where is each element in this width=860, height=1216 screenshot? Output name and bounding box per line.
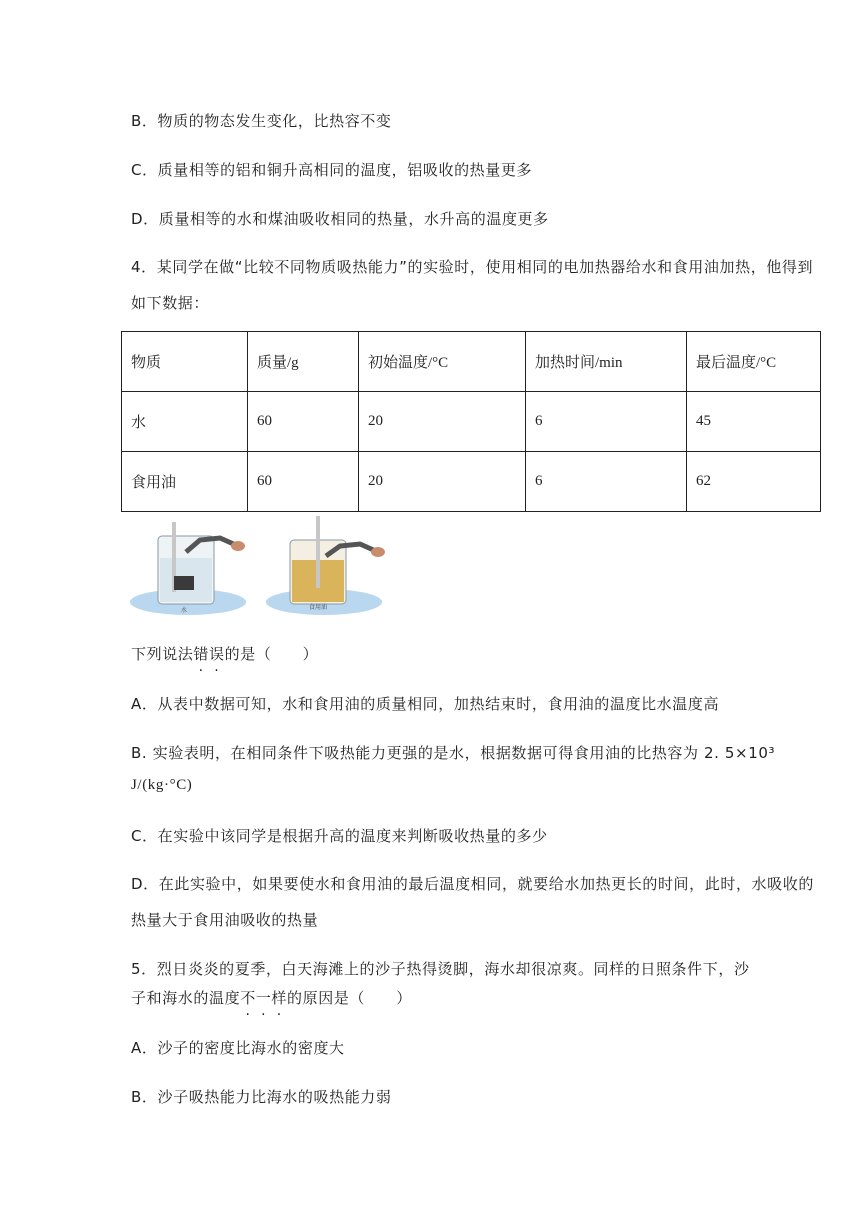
table-cell: 62 bbox=[687, 452, 821, 512]
table-header-cell: 最后温度/°C bbox=[687, 332, 821, 392]
question-5-stem: 5．烈日炎炎的夏季，白天海滩上的沙子热得烫脚，海水却很凉爽。同样的日照条件下，沙 bbox=[131, 960, 750, 978]
table-header-cell: 物质 bbox=[122, 332, 248, 392]
emphasis-char: 样 bbox=[271, 989, 288, 1007]
stem-text: 的原因是（ ） bbox=[287, 989, 412, 1007]
emphasis-char: 错 bbox=[193, 645, 210, 663]
table-cell: 60 bbox=[248, 392, 359, 452]
q5-option-a: A．沙子的密度比海水的密度大 bbox=[131, 1039, 345, 1057]
option-d-prev: D．质量相等的水和煤油吸收相同的热量，水升高的温度更多 bbox=[131, 210, 549, 228]
question-4-stem: 4．某同学在做“比较不同物质吸热能力”的实验时，使用相同的电加热器给水和食用油加热，他得到如下数据： bbox=[131, 258, 814, 312]
table-header-cell: 质量/g bbox=[248, 332, 359, 392]
table-cell: 20 bbox=[359, 392, 526, 452]
table-row bbox=[122, 452, 821, 512]
table-cell: 45 bbox=[687, 392, 821, 452]
table-cell: 6 bbox=[526, 392, 687, 452]
table-header-cell: 初始温度/°C bbox=[359, 332, 526, 392]
data-table bbox=[121, 331, 821, 512]
emphasis-char: 不 bbox=[240, 989, 256, 1007]
emphasis-char: 误 bbox=[209, 645, 225, 663]
question-5-stem-cont bbox=[131, 987, 412, 1008]
question-4-prompt bbox=[131, 643, 318, 664]
prompt-text: 的是（ ） bbox=[224, 645, 319, 663]
table-header-cell: 加热时间/min bbox=[526, 332, 687, 392]
q4-option-d: D．在此实验中，如果要使水和食用油的最后温度相同，就要给水加热更长的时间，此时，水吸收的热量大于食用油吸收的热量 bbox=[131, 875, 814, 929]
option-b-prev: B．物质的物态发生变化，比热容不变 bbox=[131, 112, 392, 130]
table-cell: 6 bbox=[526, 452, 687, 512]
table-header-row bbox=[122, 332, 821, 392]
table-row bbox=[122, 392, 821, 452]
experiment-figure bbox=[128, 516, 388, 616]
water-heater-plug bbox=[231, 541, 245, 551]
oil-label: 食用油 bbox=[308, 604, 328, 611]
q4-option-b: B. 实验表明，在相同条件下吸热能力更强的是水，根据数据可得食用油的比热容为 2. 5×10³ bbox=[131, 744, 776, 762]
table-cell: 水 bbox=[122, 392, 248, 452]
emphasis-char: 一 bbox=[255, 989, 272, 1007]
water-label: 水 bbox=[180, 607, 188, 614]
beakers-illustration bbox=[128, 516, 388, 616]
oil-heater-plug bbox=[371, 547, 385, 557]
q4-option-b-unit: J/(kg·°C) bbox=[131, 777, 193, 793]
table-cell: 20 bbox=[359, 452, 526, 512]
option-c-prev: C．质量相等的铝和铜升高相同的温度，铝吸收的热量更多 bbox=[131, 161, 533, 179]
stem-text: 子和海水的温度 bbox=[131, 989, 241, 1007]
q4-option-a: A．从表中数据可知，水和食用油的质量相同，加热结束时，食用油的温度比水温度高 bbox=[131, 695, 720, 713]
table-cell: 食用油 bbox=[122, 452, 248, 512]
oil-stirrer bbox=[316, 516, 320, 588]
water-heater bbox=[174, 576, 194, 590]
q5-option-b: B．沙子吸热能力比海水的吸热能力弱 bbox=[131, 1088, 392, 1106]
table-cell: 60 bbox=[248, 452, 359, 512]
prompt-text: 下列说法 bbox=[131, 645, 194, 663]
q4-option-c: C．在实验中该同学是根据升高的温度来判断吸收热量的多少 bbox=[131, 827, 548, 845]
